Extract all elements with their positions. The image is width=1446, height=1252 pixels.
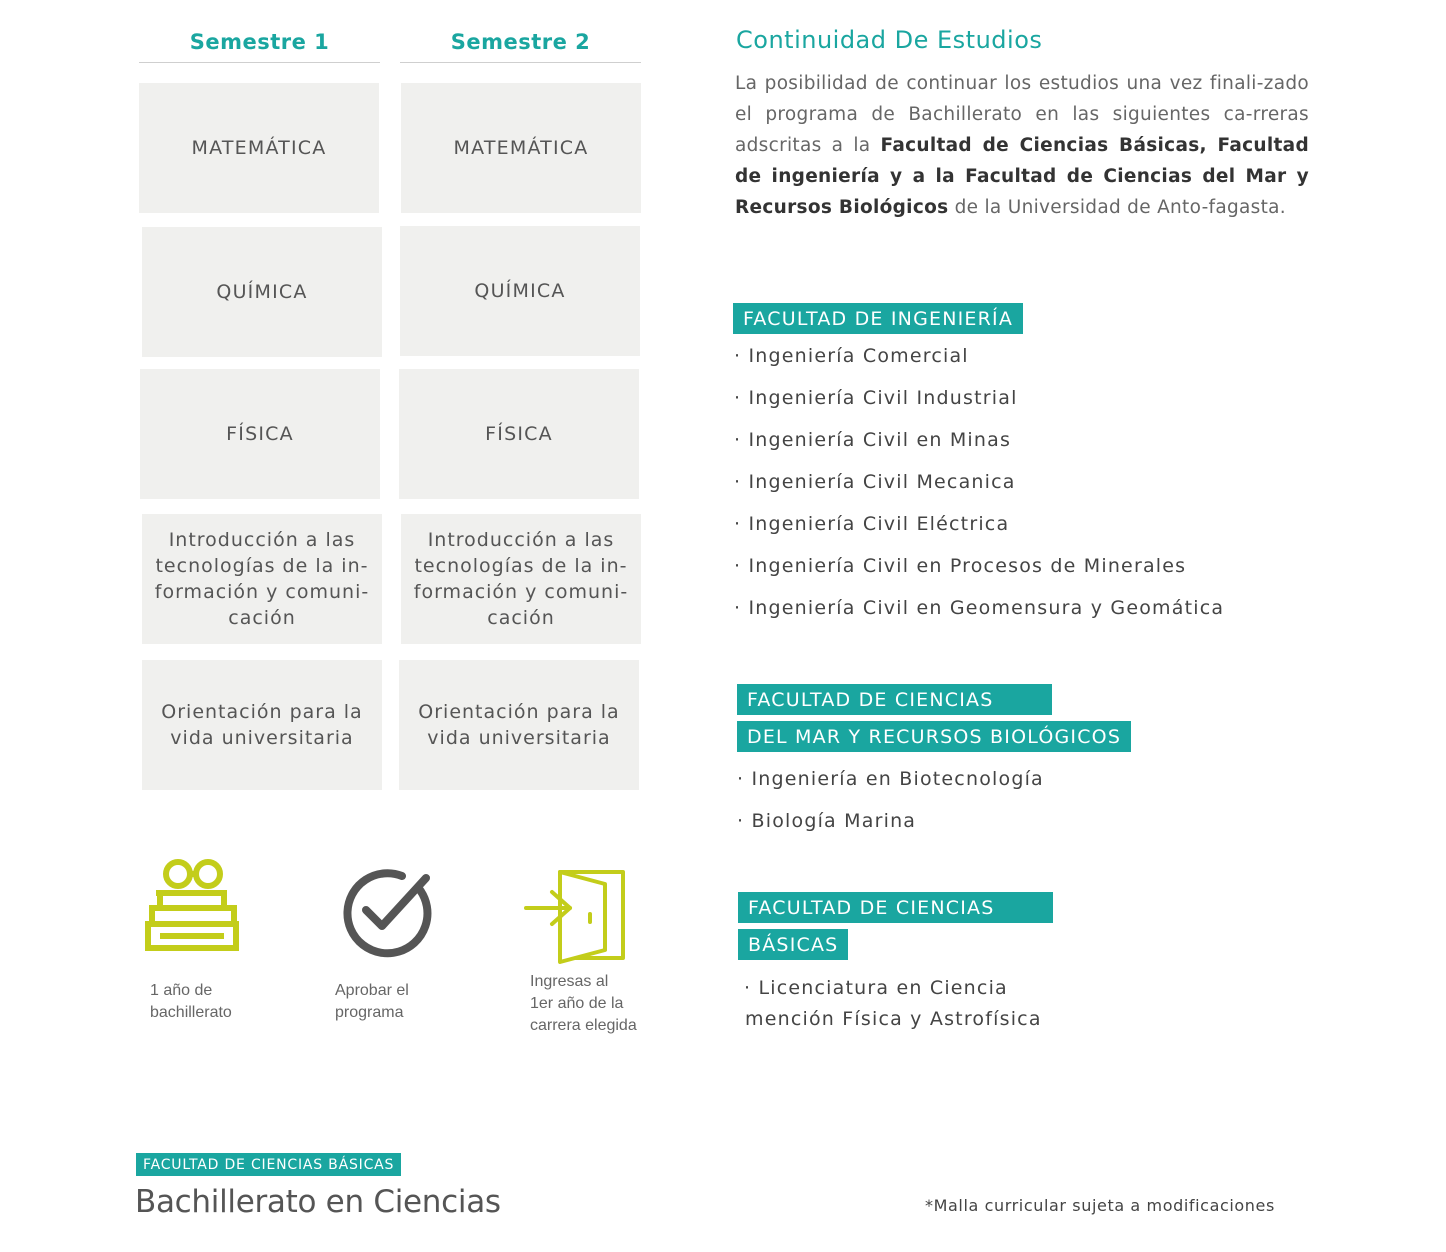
step-3-label-line: 1er año de la [530,995,624,1012]
door-enter-icon [522,866,628,966]
career-item: · Ingeniería Civil en Minas [734,429,1012,451]
semester-1-heading: Semestre 1 [139,30,380,63]
step-3-label-line: carrera elegida [530,1017,637,1034]
intro-text: La posibilidad de continuar los estudios una vez finali-zado el programa de Bachillerato en las siguientes ca-rreras adscritas a la [735,73,1309,156]
step-3-label [530,971,670,1037]
faculty-badge-mar-line2: DEL MAR Y RECURSOS BIOLÓGICOS [737,721,1131,752]
career-item: · Licenciatura en Ciencia [744,977,1008,999]
course-s2-matematica: MATEMÁTICA [401,83,641,213]
course-s1-tic: Introducción a las tecnologías de la in-formación y comuni-cación [142,514,382,644]
career-item: · Ingeniería Civil Industrial [734,387,1018,409]
career-item: · Biología Marina [737,810,917,832]
faculty-badge-basicas-line2: BÁSICAS [738,929,848,960]
course-s2-tic: Introducción a las tecnologías de la in-formación y comuni-cación [401,514,641,644]
career-item: · Ingeniería en Biotecnología [737,768,1044,790]
check-circle-icon [336,864,432,960]
step-3-label-line: Ingresas al [530,973,609,990]
step-1-label-line: bachillerato [150,1004,232,1021]
career-item: mención Física y Astrofísica [745,1008,1042,1030]
course-s1-fisica: FÍSICA [140,369,380,499]
books-icon [142,855,242,955]
faculty-badge-mar-line1: FACULTAD DE CIENCIAS [737,684,1052,715]
course-s2-orientacion: Orientación para la vida universitaria [399,660,639,790]
step-2-label-line: Aprobar el [335,982,409,999]
faculty-badge-basicas-line1: FACULTAD DE CIENCIAS [738,892,1053,923]
step-1-label-line: 1 año de [150,982,213,999]
step-2-label-line: programa [335,1004,404,1021]
course-s1-orientacion: Orientación para la vida universitaria [142,660,382,790]
course-s2-quimica: QUÍMICA [400,226,640,356]
intro-text: de la Universidad de Anto-fagasta. [948,197,1286,218]
program-title: Bachillerato en Ciencias [135,1184,501,1220]
continuity-title: Continuidad De Estudios [736,26,1043,54]
career-item: · Ingeniería Civil en Procesos de Minerales [734,555,1187,577]
semester-2-heading: Semestre 2 [400,30,641,63]
course-s1-matematica: MATEMÁTICA [139,83,379,213]
curriculum-note: *Malla curricular sujeta a modificaciones [925,1196,1275,1215]
footer-faculty-badge: FACULTAD DE CIENCIAS BÁSICAS [136,1153,401,1176]
continuity-intro [735,68,1309,223]
step-1-label [150,980,290,1024]
course-s2-fisica: FÍSICA [399,369,639,499]
intro-bold-text: Facultad de Ciencias Básicas, Facultad de ingeniería y a la Facultad de Ciencias del Mar y Recursos Biológicos [735,135,1309,218]
step-2-label [335,980,475,1024]
career-item: · Ingeniería Comercial [734,345,969,367]
career-item: · Ingeniería Civil en Geomensura y Geomática [734,597,1225,619]
career-item: · Ingeniería Civil Mecanica [734,471,1016,493]
faculty-badge-ingenieria: FACULTAD DE INGENIERÍA [733,303,1023,334]
career-item: · Ingeniería Civil Eléctrica [734,513,1010,535]
course-s1-quimica: QUÍMICA [142,227,382,357]
